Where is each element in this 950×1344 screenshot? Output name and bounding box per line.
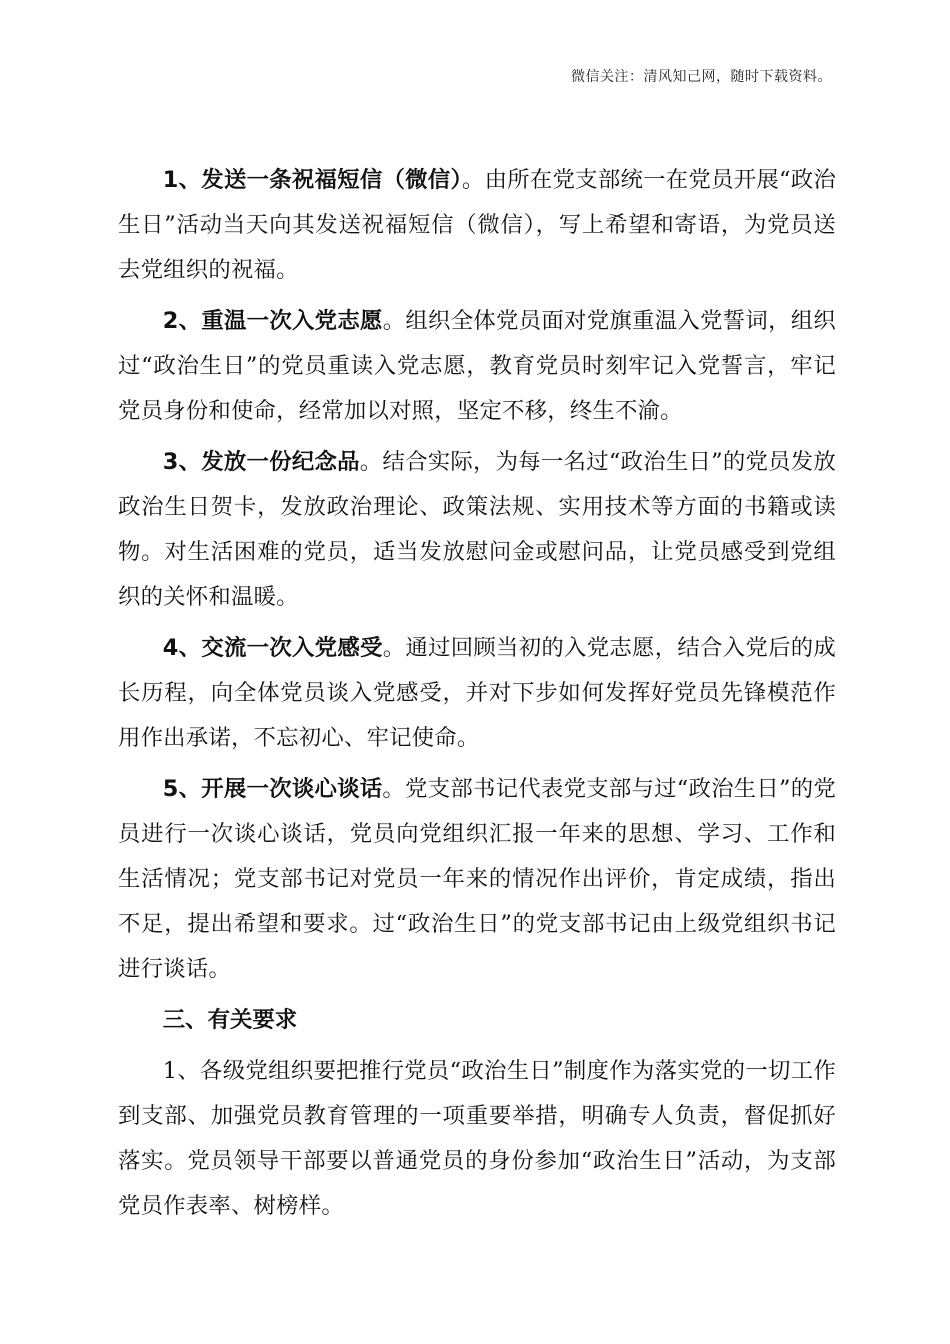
document-body (118, 158, 836, 1235)
paragraph-text: 。由所在党支部统一在党员开展“政治生日”活动当天向其发送祝福短信（微信），写上希望和寄语，为党员送去党组织的祝福。 (118, 167, 836, 283)
paragraph-lead: 4、交流一次入党感受 (162, 635, 383, 661)
paragraph-text: 。结合实际，为每一名过“政治生日”的党员发放政治生日贺卡，发放政治理论、政策法规、实用技术等方面的书籍或读物。对生活困难的党员，适当发放慰问金或慰问品，让党员感受到党组织的关怀和温暖。 (118, 449, 836, 610)
paragraph-3 (118, 440, 836, 620)
header-watermark: 微信关注：清风知己网，随时下载资料。 (571, 69, 832, 85)
paragraph-lead: 2、重温一次入党志愿 (162, 308, 383, 334)
requirement-paragraph-1: 1、各级党组织要把推行党员“政治生日”制度作为落实党的一切工作到支部、加强党员教育管理的一项重要举措，明确专人负责，督促抓好落实。党员领导干部要以普通党员的身份参加“政治生日”活动，为支部党员作表率、树榜样。 (118, 1058, 836, 1219)
paragraph-lead: 5、开展一次谈心谈话 (162, 776, 383, 802)
paragraph-4 (118, 626, 836, 761)
paragraph-5 (118, 767, 836, 992)
paragraph-text: 。通过回顾当初的入党志愿，结合入党后的成长历程，向全体党员谈入党感受，并对下步如何发挥好党员先锋模范作用作出承诺，不忘初心、牢记使命。 (118, 635, 836, 751)
paragraph-2 (118, 299, 836, 434)
paragraph-text: 。党支部书记代表党支部与过“政治生日”的党员进行一次谈心谈话，党员向党组织汇报一年来的思想、学习、工作和生活情况；党支部书记对党员一年来的情况作出评价，肯定成绩，指出不足，提出希望和要求。过“政治生日”的党支部书记由上级党组织书记进行谈话。 (118, 776, 836, 982)
paragraph-lead: 1、发送一条祝福短信（微信） (162, 167, 462, 193)
paragraph-1 (118, 158, 836, 293)
section-heading: 三、有关要求 (162, 1007, 298, 1033)
paragraph-lead: 3、发放一份纪念品 (162, 449, 360, 475)
paragraph-text: 。组织全体党员面对党旗重温入党誓词，组织过“政治生日”的党员重读入党志愿，教育党员时刻牢记入党誓言，牢记党员身份和使命，经常加以对照，坚定不移，终生不渝。 (118, 308, 836, 424)
